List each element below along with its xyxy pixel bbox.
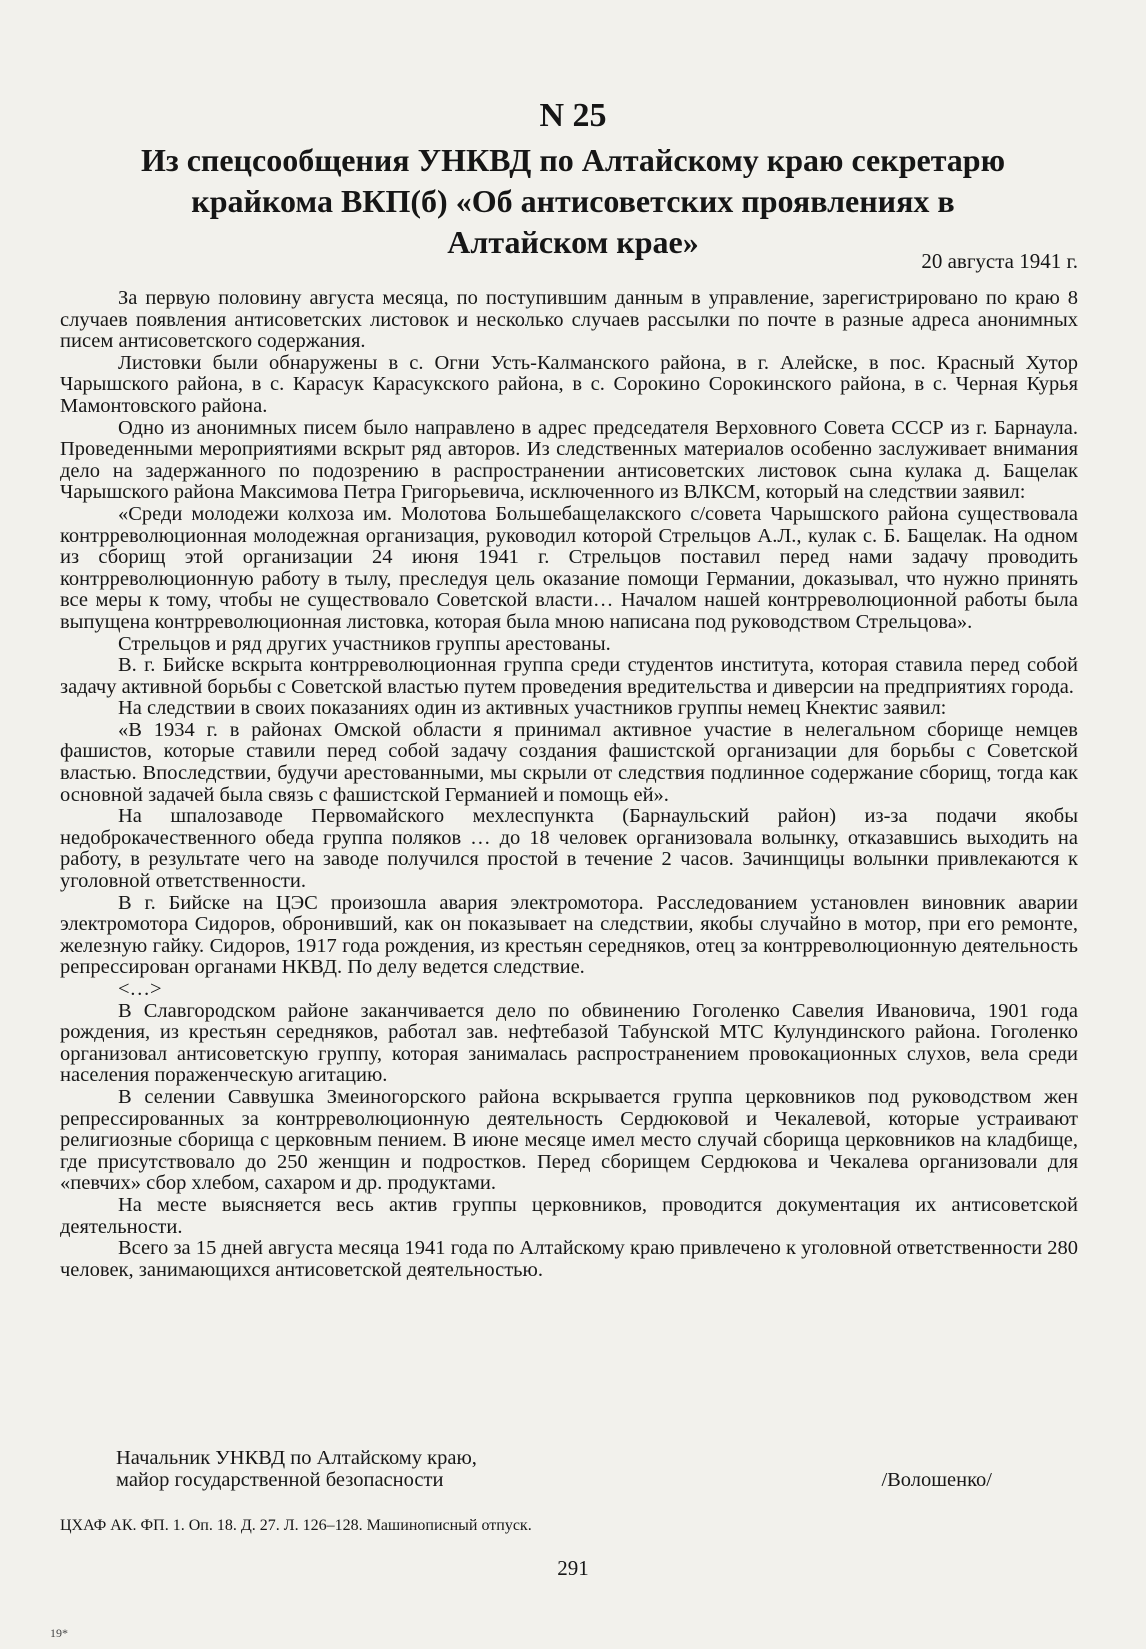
signature-rank: майор государственной безопасности xyxy=(116,1469,444,1491)
quote-paragraph: «В 1934 г. в районах Омской области я принимал активное участие в нелегальном сборище немцев фашистов, которые ставили перед собой задачу создания фашистской организации для борьбы с Советской властью. Впоследствии, будучи арестованными, мы скрыли от следствия подлинное содержание сборищ, тогда как основной задачей была связь с фашистской Германией и помощь ей». xyxy=(60,718,1078,806)
signature-title: Начальник УНКВД по Алтайскому краю, xyxy=(116,1447,477,1469)
signature-block xyxy=(116,1447,992,1491)
document-body xyxy=(60,288,1078,1281)
paragraph: На шпалозаводе Первомайского мехлеспункта (Барнаульский район) из-за подачи якобы недоброкачественного обеда группа поляков … до 18 человек организовала волынку, отказавшись выходить на работу, в результате чего на заводе получился простой в течение 2 часов. Зачинщицы волынки привлекаются к уголовной ответственности. xyxy=(60,805,1078,893)
archive-reference: ЦХАФ АК. ФП. 1. Оп. 18. Д. 27. Л. 126–128. Машинописный отпуск. xyxy=(60,1517,532,1534)
paragraph: В Славгородском районе заканчивается дело по обвинению Гоголенко Савелия Ивановича, 1901 года рождения, из крестьян середняков, работал зав. нефтебазой Табунской МТС Кулундинского района. Гоголенко организовал антисоветскую группу, которая занималась распространением провокационных слухов, вела среди населения пораженческую агитацию. xyxy=(60,999,1078,1087)
paragraph: Всего за 15 дней августа месяца 1941 года по Алтайскому краю привлечено к уголовной ответственности 280 человек, занимающихся антисоветской деятельностью. xyxy=(60,1237,1078,1281)
paragraph: В. г. Бийске вскрыта контрреволюционная группа среди студентов института, которая ставила перед собой задачу активной борьбы с Советской властью путем проведения вредительства и диверсии на предприятиях города. xyxy=(60,654,1078,698)
paragraph: Стрельцов и ряд других участников группы арестованы. xyxy=(118,632,611,655)
signature-name: /Волошенко/ xyxy=(881,1469,992,1491)
paragraph: На месте выясняется весь актив группы церковников, проводится документация их антисоветской деятельности. xyxy=(60,1193,1078,1238)
document-number: N 25 xyxy=(539,97,607,134)
paragraph: На следствии в своих показаниях один из активных участников группы немец Кнектис заявил: xyxy=(118,697,947,720)
omission-marker: <…> xyxy=(118,978,162,1000)
paragraph: В г. Бийске на ЦЭС произошла авария электромотора. Расследованием установлен виновник аварии электромотора Сидоров, обронивший, как он показывает на следствии, якобы случайно в мотор, при его ремонте, железную гайку. Сидоров, 1917 года рождения, из крестьян середняков, отец за контрреволюционную деятельность репрессирован органами НКВД. По делу ведется следствие. xyxy=(60,891,1078,979)
paragraph: Листовки были обнаружены в с. Огни Усть-Калманского района, в г. Алейске, в пос. Красный Хутор Чарышского района, в с. Карасук Карасукского района, в с. Сорокино Сорокинского района, в с. Черная Курья Мамонтовского района. xyxy=(60,351,1078,417)
sheet-mark: 19* xyxy=(50,1626,68,1640)
quote-paragraph: «Среди молодежи колхоза им. Молотова Большебащелакского с/совета Чарышского района существовала контрреволюционная молодежная организация, руководил которой Стрельцов А.Л., кулак с. Б. Бащелак. На одном из сборищ этой организации 24 июня 1941 г. Стрельцов поставил перед нами задачу проводить контрреволюционную работу в тылу, преследуя цель оказание помощи Германии, доказывал, что нужно принять все меры к тому, чтобы не существовало Советской власти… Началом нашей контрреволюционной работы была выпущена контрреволюционная листовка, которая была мною написана под руководством Стрельцова». xyxy=(60,502,1078,633)
document-date: 20 августа 1941 г. xyxy=(921,249,1078,273)
paragraph: За первую половину августа месяца, по поступившим данным в управление, зарегистрировано по краю 8 случаев появления антисоветских листовок и несколько случаев рассылки по почте в разные адреса анонимных писем антисоветского содержания. xyxy=(60,287,1078,353)
paragraph: В селении Саввушка Змеиногорского района вскрывается группа церковников под руководством жен репрессированных за контрреволюционную деятельность Сердюковой и Чекалевой, которые устраивают религиозные сборища с церковным пением. В июне месяце имел место случай сборища церковников на кладбище, где присутствовало до 250 женщин и подростков. Перед сборищем Сердюкова и Чекалева организовали для «певчих» сбор хлебом, сахаром и др. продуктами. xyxy=(60,1085,1078,1195)
paragraph: Одно из анонимных писем было направлено в адрес председателя Верховного Совета СССР из г. Барнаула. Проведенными мероприятиями вскрыт ряд авторов. Из следственных материалов особенно заслуживает внимания дело на задержанного по подозрению в распространении антисоветских листовок сына кулака д. Бащелак Чарышского района Максимова Петра Григорьевича, исключенного из ВЛКСМ, который на следствии заявил: xyxy=(60,416,1078,504)
document-title: Из спецсообщения УНКВД по Алтайскому краю секретарю крайкома ВКП(б) «Об антисоветских проявлениях в Алтайском крае» xyxy=(140,142,1006,260)
page-number: 291 xyxy=(557,1556,589,1580)
